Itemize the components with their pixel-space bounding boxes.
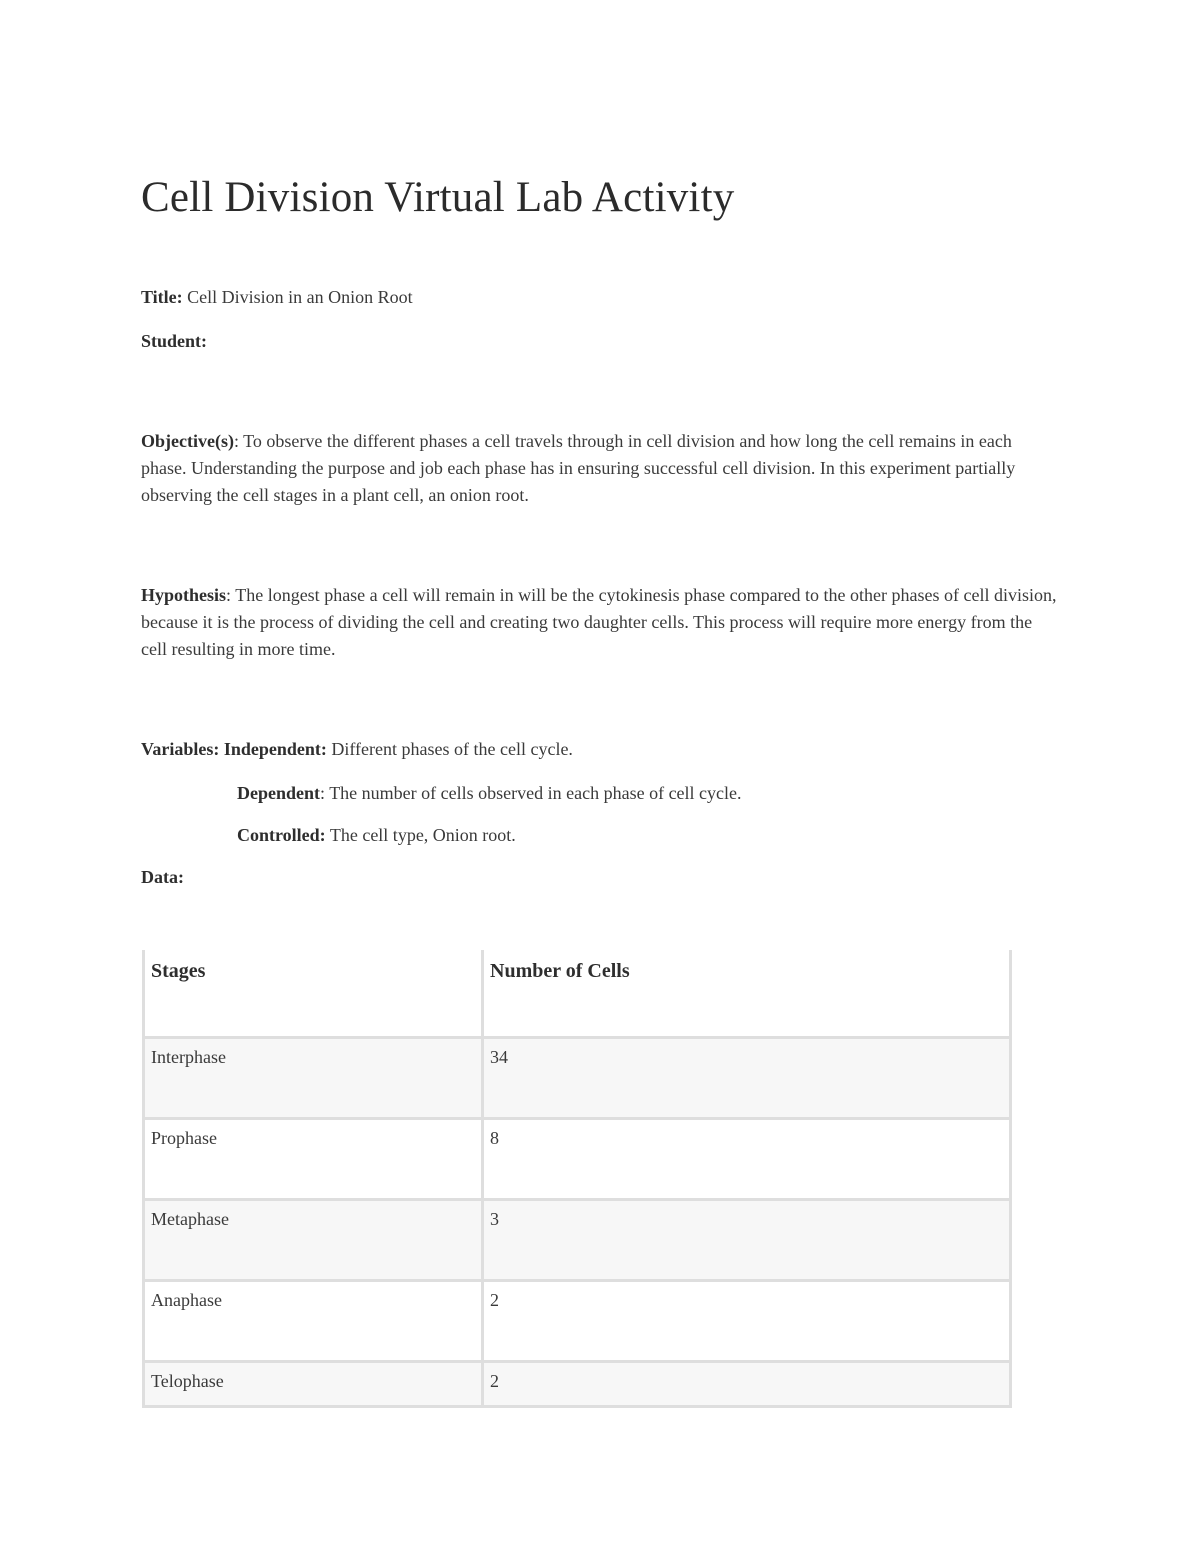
independent-text: Different phases of the cell cycle.	[326, 739, 573, 759]
hypothesis-text: : The longest phase a cell will remain in will be the cytokinesis phase compared to the other phases of cell division, because it is the process of dividing the cell and creating two daughter cells. This process will require more energy from the cell resulting in more time.	[141, 585, 1057, 659]
table-header-row	[144, 950, 1011, 1038]
count-cell: 2	[483, 1362, 1011, 1407]
objective-label: Objective(s)	[141, 431, 234, 451]
table-header-stages: Stages	[144, 950, 483, 1038]
stage-cell: Telophase	[144, 1362, 483, 1407]
stage-cell: Interphase	[144, 1038, 483, 1119]
hypothesis-paragraph	[141, 582, 1061, 663]
table-row	[144, 1038, 1011, 1119]
dependent-text: : The number of cells observed in each phase of cell cycle.	[320, 783, 742, 803]
stage-cell: Metaphase	[144, 1200, 483, 1281]
objective-paragraph	[141, 428, 1061, 509]
title-line	[141, 284, 413, 311]
dependent-label: Dependent	[237, 783, 321, 803]
title-value: Cell Division in an Onion Root	[182, 287, 413, 307]
objective-text: : To observe the different phases a cell travels through in cell division and how long the cell remains in each phase. Understanding the purpose and job each phase has in ensuring successful cell division. In this experiment partially observing the cell stages in a plant cell, an onion root.	[141, 431, 1016, 505]
controlled-label: Controlled:	[237, 825, 326, 845]
stage-cell: Prophase	[144, 1119, 483, 1200]
table-header-number-of-cells: Number of Cells	[483, 950, 1011, 1038]
hypothesis-label: Hypothesis	[141, 585, 227, 605]
variables-line	[141, 736, 573, 763]
data-line	[141, 864, 184, 891]
table-row	[144, 1362, 1011, 1407]
table-row	[144, 1281, 1011, 1362]
data-label: Data:	[141, 867, 184, 887]
document-title: Cell Division Virtual Lab Activity	[141, 174, 735, 221]
table-row	[144, 1200, 1011, 1281]
student-line	[141, 328, 207, 355]
dependent-line	[237, 780, 742, 807]
data-table	[142, 950, 1012, 1408]
count-cell: 8	[483, 1119, 1011, 1200]
controlled-text: The cell type, Onion root.	[325, 825, 516, 845]
independent-label: Independent:	[223, 739, 327, 759]
count-cell: 2	[483, 1281, 1011, 1362]
stage-cell: Anaphase	[144, 1281, 483, 1362]
title-label: Title:	[141, 287, 183, 307]
variables-label: Variables:	[141, 739, 220, 759]
count-cell: 34	[483, 1038, 1011, 1119]
student-label: Student:	[141, 331, 208, 351]
count-cell: 3	[483, 1200, 1011, 1281]
table-row	[144, 1119, 1011, 1200]
controlled-line	[237, 822, 516, 849]
